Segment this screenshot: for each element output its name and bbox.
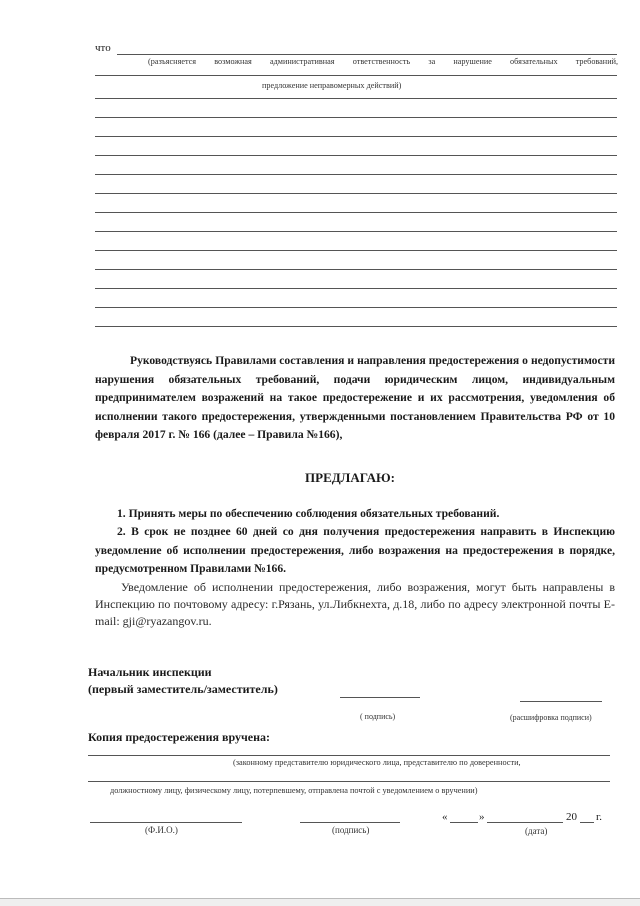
blank-line: [95, 288, 617, 289]
blank-line: [95, 75, 617, 76]
blank-line: [95, 193, 617, 194]
blank-line: [95, 250, 617, 251]
header-rule: [117, 54, 617, 55]
recipient-line: [88, 755, 610, 756]
recipient-line-2: [88, 781, 610, 782]
decode-caption: (расшифровка подписи): [510, 713, 592, 722]
date-open-quote: «: [442, 811, 448, 823]
blank-line: [95, 136, 617, 137]
blank-line: [95, 307, 617, 308]
header-note-1: (разъясняется возможная административная ответственность за нарушение обязательных требований,: [148, 57, 618, 66]
blank-line: [95, 326, 617, 327]
item-1: 1. Принять меры по обеспечению соблюдения обязательных требований.: [117, 507, 500, 520]
blank-line: [95, 155, 617, 156]
decode-line: [520, 701, 602, 702]
signer-title-1: Начальник инспекции: [88, 665, 212, 679]
blank-line: [95, 269, 617, 270]
recipient-caption-1: (законному представителю юридического лица, представителю по доверенности,: [233, 758, 521, 767]
year-line: [580, 822, 594, 823]
notice-paragraph: Уведомление об исполнении предостережения, либо возражения, могут быть направлены в Инспекцию по почтовому адресу: г.Рязань, ул.Либкнехта, д.18, либо по адресу электронной почты E-mail: gji@ryazangov.ru.: [95, 580, 615, 628]
what-label: что: [95, 42, 111, 54]
signature-line: [340, 697, 420, 698]
date-day-line: [450, 822, 478, 823]
year-prefix: 20: [566, 811, 577, 823]
blank-line: [95, 117, 617, 118]
date-caption: (дата): [525, 826, 548, 836]
blank-line: [95, 98, 617, 99]
copy-label: Копия предостережения вручена:: [88, 730, 270, 744]
sign-line: [300, 822, 400, 823]
rules-paragraph: Руководствуясь Правилами составления и направления предостережения о недопустимости нарушения обязательных требований, подачи юридическим лицом, индивидуальным предпринимателем возражений на такое предостережение и их рассмотрения, уведомления об исполнении такого предостережения, утвержденными постановлением Правительства РФ от 10 февраля 2017 г. № 166 (далее – Правила №166),: [95, 354, 615, 441]
signer-title-2: (первый заместитель/заместитель): [88, 682, 278, 696]
sign-caption-2: (подпись): [332, 825, 370, 835]
blank-line: [95, 231, 617, 232]
recipient-caption-2: должностному лицу, физическому лицу, потерпевшему, отправлена почтой с уведомлением о вручении): [110, 786, 478, 795]
fio-line: [90, 822, 242, 823]
header-note-2: предложение неправомерных действий): [262, 81, 402, 90]
blank-line: [95, 174, 617, 175]
date-month-line: [487, 822, 563, 823]
year-suffix: г.: [596, 811, 603, 823]
item-2: 2. В срок не позднее 60 дней со дня получения предостережения направить в Инспекцию уведомление об исполнении предостережения, либо возражения на предостережения в порядке, предусмотренном Правилами №166.: [95, 525, 615, 575]
proposal-heading: ПРЕДЛАГАЮ:: [305, 470, 395, 485]
sign-caption: ( подпись): [360, 712, 396, 721]
fio-caption: (Ф.И.О.): [145, 825, 178, 835]
date-close-quote: »: [479, 811, 485, 823]
blank-line: [95, 212, 617, 213]
